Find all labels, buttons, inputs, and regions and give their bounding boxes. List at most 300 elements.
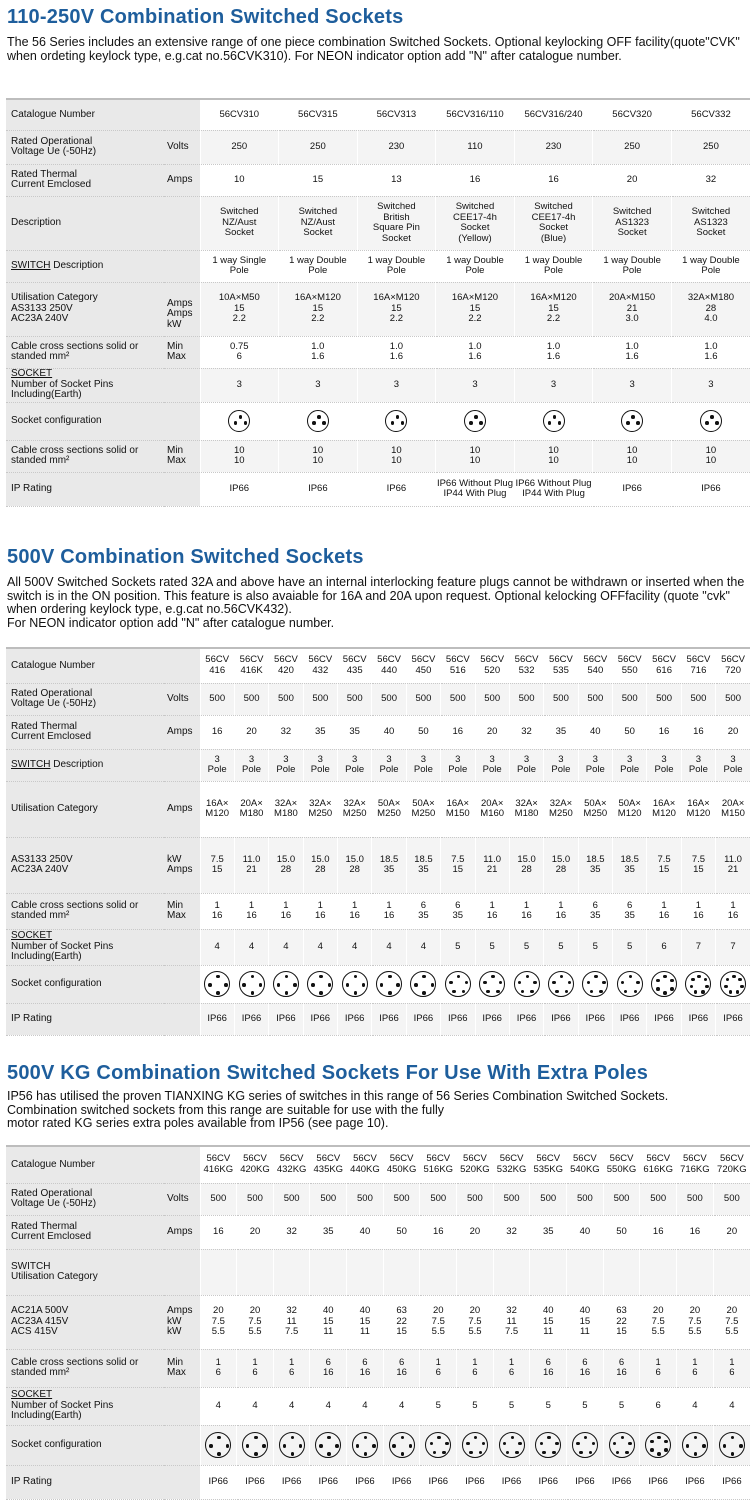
cell-voltage: 500 — [310, 1183, 347, 1215]
cell-utilisation: 32A× M180 — [509, 781, 543, 837]
cell-utilisation: 16A× M120 — [200, 781, 234, 837]
pin-dot — [621, 981, 625, 985]
label-underlined: SOCKET — [11, 368, 53, 380]
row-label: Cable cross sections solid or standed mm² — [6, 893, 164, 929]
pin-dot — [422, 991, 426, 995]
row-label: Catalogue Number — [6, 100, 200, 130]
cell-ip: IP66 — [357, 472, 436, 506]
label-rest: Description — [50, 758, 104, 770]
cell-current: 16 — [640, 1215, 677, 1249]
pin-dot — [486, 990, 490, 994]
row-unit: Volts — [164, 130, 200, 164]
cell-rating: 15.0 28 — [338, 837, 372, 893]
cell-switch: 3 Pole — [406, 749, 440, 781]
cell-rating: 32 11 7.5 — [273, 1295, 310, 1349]
cell-cable: 1 6 — [677, 1349, 714, 1387]
socket-config-cell — [514, 402, 593, 440]
socket-outlet-icon — [279, 1432, 305, 1458]
cell-utilisation: 50A× M250 — [406, 781, 440, 837]
cell-pins: 4 — [269, 929, 303, 965]
pin-dot — [285, 975, 289, 979]
cell-cable: 1 16 — [234, 893, 268, 929]
cell-pins: 5 — [509, 929, 543, 965]
cell-cable2: 10 10 — [200, 440, 279, 472]
socket-config-cell — [647, 965, 681, 1003]
socket-outlet-icon — [535, 1432, 561, 1458]
socket-outlet-icon — [315, 1432, 341, 1458]
pin-dot — [705, 421, 709, 425]
cell-catalogue: 56CV316/240 — [514, 100, 593, 130]
cell-cable2: 10 10 — [279, 440, 358, 472]
cell-catalogue: 56CV 535KG — [530, 1147, 567, 1183]
cell-ip: IP66 — [383, 1465, 420, 1499]
cell-catalogue: 56CV 532KG — [493, 1147, 530, 1183]
socket-outlet-icon — [242, 1432, 268, 1458]
pin-dot — [474, 415, 478, 419]
pin-dot — [317, 415, 321, 419]
row-description — [6, 196, 750, 250]
cell-voltage: 500 — [493, 1183, 530, 1215]
socket-outlet-icon — [273, 971, 299, 997]
cell-voltage: 500 — [713, 1183, 750, 1215]
section-2-title: 500V Combination Switched Sockets — [7, 546, 364, 568]
cell-voltage: 500 — [420, 1183, 457, 1215]
label-underlined: SWITCH — [11, 259, 51, 271]
pin-dot — [362, 983, 366, 987]
cell-voltage: 500 — [338, 683, 372, 715]
cell-ip: IP66 — [716, 1003, 750, 1035]
row-unit: Amps Amps kW — [164, 282, 200, 336]
cell-switch: 1 way Double Pole — [279, 250, 358, 282]
pin-dot — [414, 983, 418, 987]
row-label: Socket configuration — [6, 1425, 200, 1465]
socket-outlet-icon — [307, 410, 329, 432]
row-unit: Amps kW kW — [164, 1295, 200, 1349]
socket-config-cell — [436, 402, 515, 440]
row-label: Rated Thermal Current Emclosed — [6, 715, 164, 749]
cell-voltage: 500 — [406, 683, 440, 715]
cell-cable1: 1.0 1.6 — [514, 336, 593, 368]
row-pins — [6, 929, 750, 965]
row-label: Cable cross sections solid or standed mm² — [6, 440, 164, 472]
row-unit: Min Max — [164, 893, 200, 929]
pin-dot — [694, 990, 698, 994]
socket-config-cell — [671, 402, 750, 440]
socket-outlet-icon — [514, 971, 540, 997]
section-1-spec-table — [6, 100, 750, 507]
socket-outlet-icon — [609, 1432, 635, 1458]
cell-cable: 6 35 — [406, 893, 440, 929]
cell-cable: 1 6 — [237, 1349, 274, 1387]
pin-dot — [657, 1436, 661, 1440]
cell-pins: 5 — [544, 929, 578, 965]
cell-cable: 1 16 — [200, 893, 234, 929]
cell-voltage: 250 — [200, 130, 279, 164]
cell-utilisation: 32A× M250 — [303, 781, 337, 837]
pin-dot — [479, 421, 483, 425]
cell-cable: 1 16 — [338, 893, 372, 929]
cell-catalogue: 56CV313 — [357, 100, 436, 130]
socket-config-cell — [273, 1425, 310, 1465]
pin-dot — [664, 1448, 668, 1452]
row-label: Utilisation Category — [6, 781, 164, 837]
socket-outlet-icon — [543, 410, 565, 432]
row-config — [6, 965, 750, 1003]
pin-dot — [621, 1436, 625, 1440]
pin-dot — [636, 421, 640, 425]
socket-config-cell — [613, 965, 647, 1003]
cell-rating: 40 15 11 — [347, 1295, 384, 1349]
socket-outlet-icon — [376, 971, 402, 997]
pin-dot — [469, 1451, 473, 1455]
cell-description: Switched AS1323 Socket — [671, 196, 750, 250]
cell-catalogue: 56CV 535 — [544, 649, 578, 683]
pin-dot — [216, 991, 220, 995]
cell-pins: 3 — [279, 368, 358, 402]
cell-pins: 4 — [338, 929, 372, 965]
pin-dot — [388, 975, 392, 979]
cell-ip: IP66 — [406, 1003, 440, 1035]
cell-catalogue: 56CV 420 — [269, 649, 303, 683]
cell-catalogue: 56CV 516KG — [420, 1147, 457, 1183]
pin-dot — [739, 1444, 743, 1448]
row-catalogue — [6, 100, 750, 130]
cell-utilisation: 16A× M120 — [647, 781, 681, 837]
socket-config-cell — [279, 402, 358, 440]
cell-utilisation: 10A×M50 15 2.2 — [200, 282, 279, 336]
cell-rating: 40 15 11 — [530, 1295, 567, 1349]
cell-ip: IP66 — [671, 472, 750, 506]
cell-catalogue: 56CV332 — [671, 100, 750, 130]
pin-dot — [466, 1442, 470, 1446]
cell-pins: 4 — [237, 1387, 274, 1425]
socket-config-cell — [357, 402, 436, 440]
cell-voltage: 500 — [578, 683, 612, 715]
pin-dot — [251, 991, 255, 995]
cell-cable: 1 16 — [544, 893, 578, 929]
cell-ip: IP66 — [475, 1003, 509, 1035]
cell-catalogue: 56CV 440 — [372, 649, 406, 683]
row-label — [6, 368, 200, 402]
cell-pins: 7 — [681, 929, 715, 965]
cell-pins: 7 — [716, 929, 750, 965]
section-2-intro: All 500V Switched Sockets rated 32A and above have an internal interlocking feature plugs cannot be withdrawn or inserted when the switch is in the ON position. This feature is also avaiable for 16A and 20A upon request. Optional kelocking OFFfacility (quote "cvk" when ordering keylock type, e.g.cat no.56CVK432). For NEON indicator option add "N" after catalogue number. — [7, 575, 745, 630]
cell-catalogue: 56CV 435 — [338, 649, 372, 683]
row-label: Catalogue Number — [6, 649, 200, 683]
pin-dot — [262, 1444, 266, 1448]
pin-dot — [726, 978, 730, 982]
pin-dot — [521, 990, 525, 994]
pin-dot — [224, 983, 228, 987]
socket-config-cell — [303, 965, 337, 1003]
cell-voltage: 500 — [681, 683, 715, 715]
pin-dot — [552, 1451, 556, 1455]
pin-dot — [483, 981, 487, 985]
cell-cable: 6 35 — [441, 893, 475, 929]
cell-ip: IP66 — [234, 1003, 268, 1035]
row-unit: Volts — [164, 683, 200, 715]
cell-rating: 63 22 15 — [603, 1295, 640, 1349]
cell-catalogue: 56CV 416KG — [200, 1147, 237, 1183]
cell-empty — [237, 1249, 274, 1295]
row-current — [6, 164, 750, 196]
cell-utilisation: 16A× M150 — [441, 781, 475, 837]
cell-rating: 15.0 28 — [509, 837, 543, 893]
row-label: Rated Thermal Current Emclosed — [6, 164, 164, 196]
cell-pins: 3 — [436, 368, 515, 402]
pin-dot — [579, 1451, 583, 1455]
cell-catalogue: 56CV 716KG — [677, 1147, 714, 1183]
row-cable1 — [6, 336, 750, 368]
cell-ip: IP66 — [372, 1003, 406, 1035]
cell-switch: 3 Pole — [716, 749, 750, 781]
pin-dot — [392, 1444, 396, 1448]
cell-cable2: 10 10 — [436, 440, 515, 472]
row-switch — [6, 749, 750, 781]
cell-ip: IP66 — [647, 1003, 681, 1035]
cell-ip: IP66 Without Plug IP44 With Plug — [436, 472, 515, 506]
socket-outlet-icon — [720, 971, 746, 997]
cell-empty — [310, 1249, 347, 1295]
cell-switch: 3 Pole — [372, 749, 406, 781]
cell-pins: 4 — [383, 1387, 420, 1425]
cell-description: Switched CEE17-4h Socket (Yellow) — [436, 196, 515, 250]
cell-cable: 1 16 — [647, 893, 681, 929]
label-rest: Number of Socket Pins Including(Earth) — [11, 378, 114, 401]
cell-switch: 3 Pole — [613, 749, 647, 781]
cell-current: 32 — [509, 715, 543, 749]
row-rating — [6, 837, 750, 893]
cell-ip: IP66 — [530, 1465, 567, 1499]
label-rest: Description — [50, 259, 104, 271]
cell-cable: 1 16 — [509, 893, 543, 929]
cell-voltage: 500 — [200, 1183, 237, 1215]
pin-dot — [584, 1436, 588, 1440]
cell-voltage: 500 — [269, 683, 303, 715]
label-underlined: SOCKET — [11, 930, 53, 942]
pin-dot — [729, 990, 733, 994]
cell-switch: 1 way Double Pole — [514, 250, 593, 282]
pin-dot — [251, 975, 255, 979]
cell-catalogue: 56CV 435KG — [310, 1147, 347, 1183]
cell-cable: 6 16 — [603, 1349, 640, 1387]
label-rest: Number of Socket Pins Including(Earth) — [11, 1399, 114, 1422]
row-rating — [6, 1295, 750, 1349]
cell-pins: 3 — [200, 368, 279, 402]
cell-description: Switched AS1323 Socket — [593, 196, 672, 250]
socket-outlet-icon — [385, 410, 407, 432]
socket-outlet-icon — [352, 1432, 378, 1458]
socket-config-cell — [603, 1425, 640, 1465]
socket-outlet-icon — [205, 1432, 231, 1458]
cell-current: 16 — [441, 715, 475, 749]
cell-pins: 4 — [310, 1387, 347, 1425]
pin-dot — [738, 978, 742, 982]
cell-pins: 6 — [647, 929, 681, 965]
cell-cable: 6 16 — [530, 1349, 567, 1387]
row-utilisation — [6, 781, 750, 837]
row-current — [6, 715, 750, 749]
row-label — [6, 929, 200, 965]
cell-ip: IP66 — [544, 1003, 578, 1035]
pin-dot — [209, 1444, 213, 1448]
cell-pins: 4 — [372, 929, 406, 965]
pin-dot — [409, 1444, 413, 1448]
cell-ip: IP66 — [578, 1003, 612, 1035]
cell-voltage: 500 — [567, 1183, 604, 1215]
pin-dot — [701, 990, 705, 994]
pin-dot — [694, 1436, 698, 1440]
cell-current: 35 — [310, 1215, 347, 1249]
cell-catalogue: 56CV 450KG — [383, 1147, 420, 1183]
socket-outlet-icon — [685, 971, 711, 997]
socket-config-cell — [338, 965, 372, 1003]
cell-switch: 3 Pole — [509, 749, 543, 781]
cell-description: Switched NZ/Aust Socket — [200, 196, 279, 250]
cell-current: 50 — [406, 715, 440, 749]
cell-switch: 3 Pole — [234, 749, 268, 781]
pin-dot — [656, 979, 660, 983]
cell-ip: IP66 — [237, 1465, 274, 1499]
cell-cable: 6 16 — [310, 1349, 347, 1387]
cell-rating: 7.5 15 — [441, 837, 475, 893]
cell-ip: IP66 — [613, 1003, 647, 1035]
cell-catalogue: 56CV 520 — [475, 649, 509, 683]
cell-utilisation: 50A× M250 — [372, 781, 406, 837]
pin-dot — [496, 990, 500, 994]
cell-cable: 1 6 — [273, 1349, 310, 1387]
pin-dot — [503, 1442, 507, 1446]
pin-dot — [740, 985, 744, 989]
cell-catalogue: 56CV 540 — [578, 649, 612, 683]
cell-empty — [640, 1249, 677, 1295]
cell-cable: 1 16 — [372, 893, 406, 929]
cell-cable: 6 16 — [347, 1349, 384, 1387]
cell-current: 20 — [713, 1215, 750, 1249]
cell-description: Switched CEE17-4h Socket (Blue) — [514, 196, 593, 250]
pin-dot — [736, 990, 740, 994]
pin-dot — [299, 1444, 303, 1448]
cell-cable: 6 16 — [383, 1349, 420, 1387]
cell-cable: 6 35 — [613, 893, 647, 929]
cell-current: 16 — [677, 1215, 714, 1249]
pin-dot — [328, 983, 332, 987]
row-ip — [6, 472, 750, 506]
section-1-intro: The 56 Series includes an extensive range of one piece combination Switched Sockets. Optional keylocking OFF facility(quote"CVK" when ordeting keylock type, e.g.cat no.56CVK310). For NEON indicator option add "N" after catalogue number. — [7, 35, 740, 63]
pin-dot — [354, 991, 358, 995]
cell-utilisation: 16A×M120 15 2.2 — [436, 282, 515, 336]
cell-pins: 4 — [347, 1387, 384, 1425]
pin-dot — [631, 415, 635, 419]
pin-dot — [208, 983, 212, 987]
cell-cable: 1 6 — [457, 1349, 494, 1387]
pin-dot — [723, 1444, 727, 1448]
cell-current: 50 — [613, 715, 647, 749]
pin-dot — [293, 983, 297, 987]
socket-config-cell — [457, 1425, 494, 1465]
pin-dot — [628, 1442, 632, 1446]
row-ip — [6, 1003, 750, 1035]
cell-empty — [200, 1249, 237, 1295]
row-unit: Min Max — [164, 1349, 200, 1387]
row-label: Socket configuration — [6, 402, 200, 440]
cell-switch: 3 Pole — [269, 749, 303, 781]
row-label — [6, 1387, 200, 1425]
pin-dot — [599, 990, 603, 994]
socket-config-cell — [544, 965, 578, 1003]
cell-empty — [567, 1249, 604, 1295]
cell-empty — [347, 1249, 384, 1295]
pin-dot — [396, 983, 400, 987]
pin-dot — [291, 1452, 295, 1456]
cell-ip: IP66 — [457, 1465, 494, 1499]
row-switch — [6, 1249, 750, 1295]
cell-cable2: 10 10 — [514, 440, 593, 472]
cell-cable1: 1.0 1.6 — [357, 336, 436, 368]
cell-current: 32 — [273, 1215, 310, 1249]
pin-dot — [690, 985, 694, 989]
socket-config-cell — [406, 965, 440, 1003]
cell-ip: IP66 — [509, 1003, 543, 1035]
cell-current: 32 — [493, 1215, 530, 1249]
cell-empty — [383, 1249, 420, 1295]
pin-dot — [670, 979, 674, 983]
cell-current: 20 — [457, 1215, 494, 1249]
socket-outlet-icon — [307, 971, 333, 997]
pin-dot — [356, 1444, 360, 1448]
cell-catalogue: 56CV 720 — [716, 649, 750, 683]
pin-dot — [624, 990, 628, 994]
cell-cable: 1 16 — [303, 893, 337, 929]
pin-dot — [449, 981, 453, 985]
pin-dot — [710, 415, 714, 419]
pin-dot — [239, 415, 243, 419]
pin-dot — [391, 421, 395, 425]
cell-cable: 6 35 — [578, 893, 612, 929]
row-unit: Min Max — [164, 440, 200, 472]
socket-config-cell — [677, 1425, 714, 1465]
row-label: AS3133 250V AC23A 240V — [6, 837, 164, 893]
cell-current: 16 — [420, 1215, 457, 1249]
cell-pins: 5 — [567, 1387, 604, 1425]
row-catalogue — [6, 649, 750, 683]
cell-pins: 5 — [603, 1387, 640, 1425]
cell-ip: IP66 — [420, 1465, 457, 1499]
row-unit: Min Max — [164, 336, 200, 368]
cell-voltage: 500 — [613, 683, 647, 715]
pin-dot — [322, 421, 326, 425]
pin-dot — [285, 991, 289, 995]
cell-cable: 1 6 — [493, 1349, 530, 1387]
row-label: Rated Thermal Current Emclosed — [6, 1215, 164, 1249]
cell-rating: 40 15 11 — [567, 1295, 604, 1349]
socket-outlet-icon — [228, 410, 250, 432]
socket-config-cell — [493, 1425, 530, 1465]
cell-current: 40 — [567, 1215, 604, 1249]
cell-switch: 3 Pole — [647, 749, 681, 781]
pin-dot — [401, 1436, 405, 1440]
cell-ip: IP66 — [200, 1003, 234, 1035]
socket-outlet-icon — [479, 971, 505, 997]
cell-voltage: 500 — [383, 1183, 420, 1215]
cell-cable2: 10 10 — [593, 440, 672, 472]
cell-pins: 4 — [713, 1387, 750, 1425]
pin-dot — [590, 990, 594, 994]
cell-current: 40 — [578, 715, 612, 749]
cell-switch: 3 Pole — [475, 749, 509, 781]
pin-dot — [364, 1436, 368, 1440]
row-label: IP Rating — [6, 472, 200, 506]
